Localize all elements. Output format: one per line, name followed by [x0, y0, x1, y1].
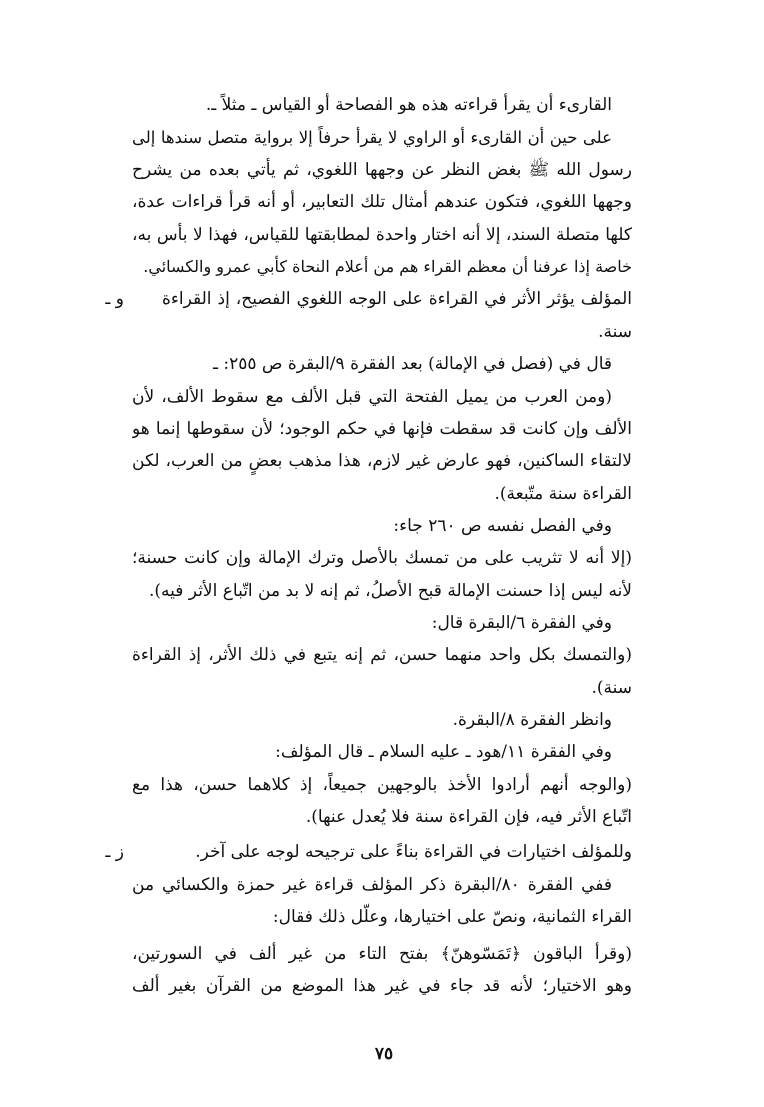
text-line: وفي الفقرة ١١/هود ـ عليه السلام ـ قال المؤلف:	[275, 742, 612, 762]
text-line: (إلا أنه لا تثريب على من تمسك بالأصل وترك الإمالة وإن كانت حسنة؛	[132, 548, 632, 568]
text-line: سنة.	[598, 322, 632, 342]
text-line: لأنه ليس إذا حسنت الإمالة قبح الأصلُ، ثم إنه لا بد من اتّباع الأثر فيه).	[149, 581, 632, 601]
text-line: وانظر الفقرة ٨/البقرة.	[452, 710, 612, 730]
text-line: خاصة إذا عرفنا أن معظم القراء هم من أعلام النحاة كأبي عمرو والكسائي.	[143, 257, 632, 276]
text-line: (والوجه أنهم أرادوا الأخذ بالوجهين جميعاً، إذ كلاهما حسن، هذا مع	[132, 775, 632, 795]
text-line: كلها متصلة السند، إلا أنه اختار واحدة لمطابقتها للقياس، فهذا لا بأس به،	[132, 225, 632, 245]
text-line: القراء الثمانية، ونصّ على اختيارها، وعلّل ذلك فقال:	[272, 907, 632, 927]
text-line: سنة).	[591, 678, 632, 698]
text-line: ففي الفقرة ٨٠/البقرة ذكر المؤلف قراءة غير حمزة والكسائي من	[132, 875, 612, 895]
section-label-zay: ز ـ	[105, 842, 124, 862]
text-line: وللمؤلف اختيارات في القراءة بناءً على ترجيحه لوجه على آخر.	[195, 842, 632, 862]
text-line: (والتمسك بكل واحد منهما حسن، ثم إنه يتبع في ذلك الأثر، إذ القراءة	[132, 645, 632, 665]
section-label-waw: و ـ	[105, 289, 124, 309]
text-line: وفي الفقرة ٦/البقرة قال:	[431, 613, 612, 633]
text-line: القراءة سنة متّبعة).	[494, 484, 632, 504]
text-line: قال في (فصل في الإمالة) بعد الفقرة ٩/البقرة ص ٢٥٥: ـ	[212, 354, 612, 374]
page-number: ٧٥	[374, 1044, 394, 1064]
text-line: القارىء أن يقرأ قراءته هذه هو الفصاحة أو القياس ـ مثلاً ـ.	[205, 95, 612, 115]
text-line: (وقرأ الباقون ﴿تَمَسّوهنّ﴾ بفتح التاء من غير ألف في السورتين،	[132, 944, 632, 964]
text-line: وجهها اللغوي، فتكون عندهم أمثال تلك التعابير، أو أنه قرأ قراءات عدة،	[132, 192, 632, 212]
text-line: المؤلف يؤثر الأثر في القراءة على الوجه اللغوي الفصيح، إذ القراءة	[162, 289, 632, 309]
text-line: رسول الله ﷺ بغض النظر عن وجهها اللغوي، ثم يأتي بعده من يشرح	[132, 160, 632, 180]
text-line: الألف وإن كانت قد سقطت فإنها في حكم الوجود؛ لأن سقوطها إنما هو	[132, 419, 632, 439]
text-line: وفي الفصل نفسه ص ٢٦٠ جاء:	[393, 516, 612, 536]
text-line: (ومن العرب من يميل الفتحة التي قبل الألف مع سقوط الألف، لأن	[132, 387, 612, 407]
text-line: على حين أن القارىء أو الراوي لا يقرأ حرفاً إلا برواية متصل سندها إلى	[132, 128, 612, 147]
text-line: لالتقاء الساكنين، فهو عارض غير لازم، هذا مذهب بعضٍ من العرب، لكن	[132, 451, 632, 471]
text-line: وهو الاختيار؛ لأنه قد جاء في غير هذا الموضع من القرآن بغير ألف	[132, 976, 632, 996]
text-line: اتّباع الأثر فيه، فإن القراءة سنة فلا يُعدل عنها).	[305, 807, 632, 827]
